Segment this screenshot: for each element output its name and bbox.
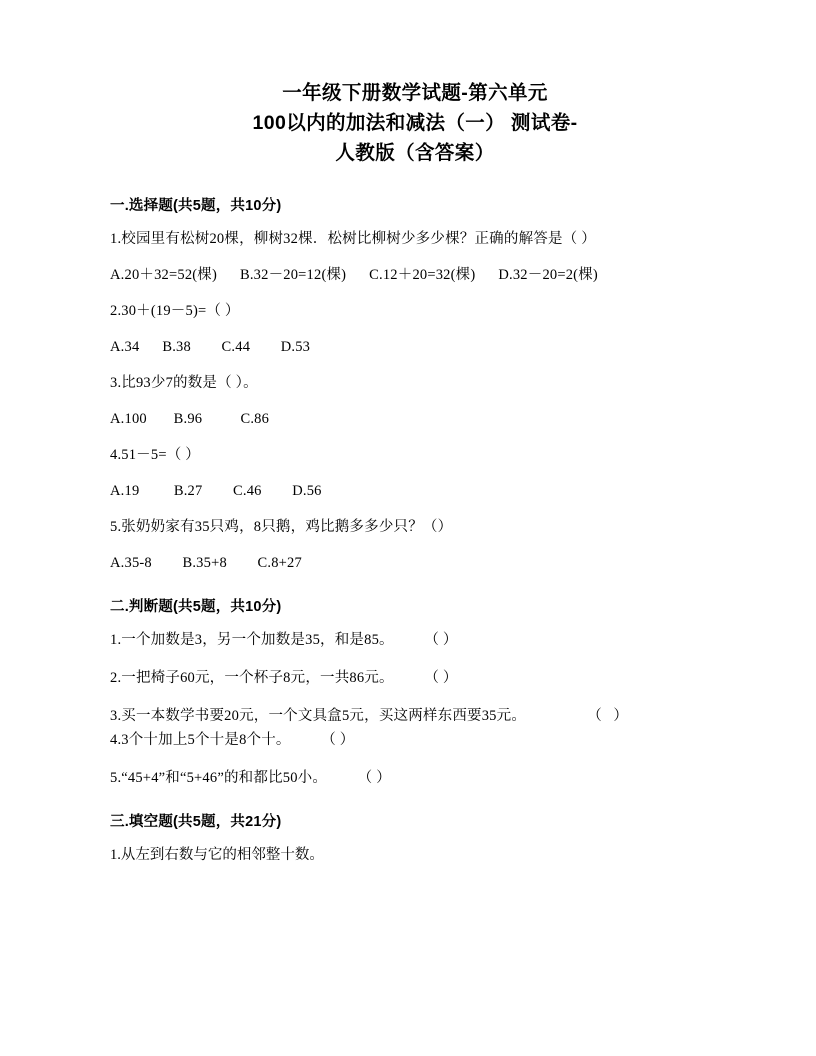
question-1-3: 3.比93少7的数是（ ）。 (110, 375, 258, 391)
options-1-3: A.100 B.96 C.86 (110, 411, 270, 427)
section-fill-in-blank (110, 810, 720, 865)
question-2-5: 5.“45+4”和“5+46”的和都比50小。 （ ） (110, 770, 391, 786)
document-title (110, 78, 720, 168)
question-1-2: 2.30＋(19－5)=（ ） (110, 303, 240, 319)
options-1-1: A.20＋32=52(棵) B.32－20=12(棵) C.12＋20=32(棵) D.32－20=2(棵) (110, 267, 598, 283)
options-1-5: A.35-8 B.35+8 C.8+27 (110, 555, 302, 571)
question-2-1: 1.一个加数是3，另一个加数是35，和是85。 （ ） (110, 632, 458, 648)
title-line-1: 一年级下册数学试题-第六单元 (282, 82, 548, 104)
section-heading-3: 三.填空题(共5题，共21分) (110, 814, 282, 830)
question-1-1: 1.校园里有松树20棵，柳树32棵．松树比柳树少多少棵？正确的解答是（ ） (110, 231, 596, 247)
question-2-2: 2.一把椅子60元，一个杯子8元，一共86元。 （ ） (110, 670, 458, 686)
title-line-2: 100以内的加法和减法（一） 测试卷- (252, 112, 578, 134)
question-3-1: 1.从左到右数与它的相邻整十数。 (110, 847, 324, 863)
section-true-false (110, 595, 720, 788)
section-multiple-choice (110, 194, 720, 573)
question-1-5: 5.张奶奶家有35只鸡，8只鹅，鸡比鹅多多少只？（） (110, 519, 453, 535)
options-1-4: A.19 B.27 C.46 D.56 (110, 483, 322, 499)
question-1-4: 4.51－5=（ ） (110, 447, 200, 463)
section-heading-2: 二.判断题(共5题，共10分) (110, 599, 282, 615)
section-heading-1: 一.选择题(共5题，共10分) (110, 198, 282, 214)
question-2-4: 4.3个十加上5个十是8个十。 （ ） (110, 732, 355, 748)
question-2-3: 3.买一本数学书要20元，一个文具盒5元，买这两样东西要35元。 （ ） (110, 708, 629, 724)
options-1-2: A.34 B.38 C.44 D.53 (110, 339, 311, 355)
title-line-3: 人教版（含答案） (335, 142, 495, 164)
